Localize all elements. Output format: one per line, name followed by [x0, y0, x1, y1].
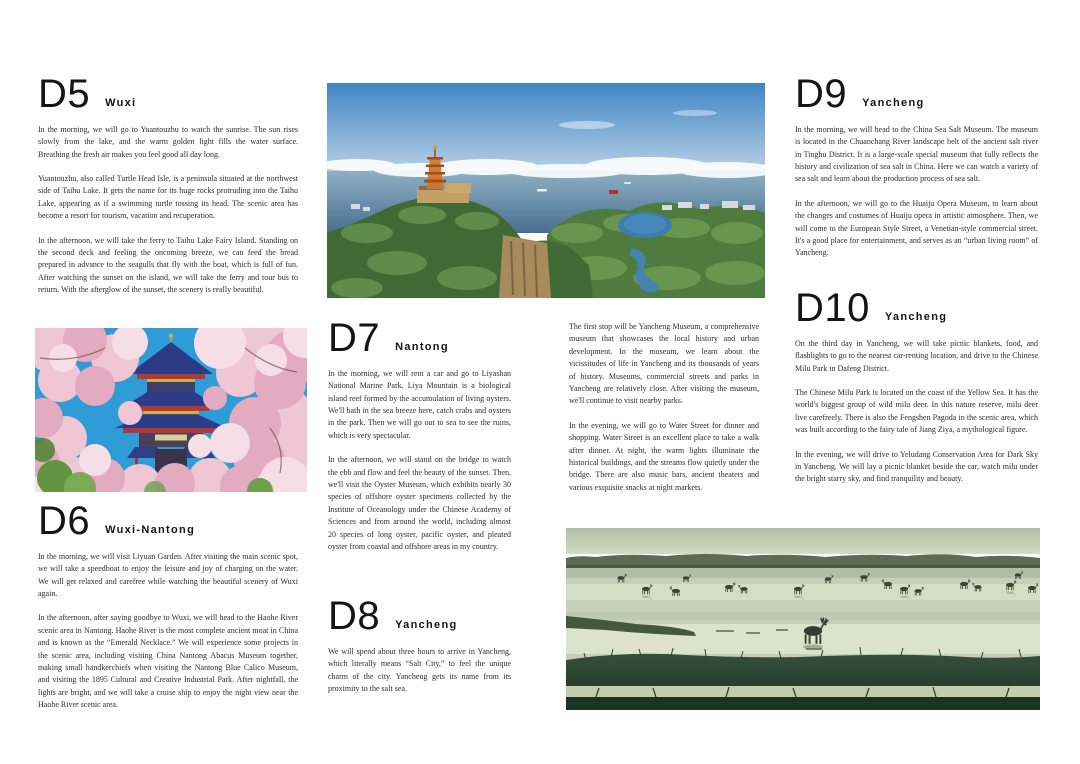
paragraph: The Chinese Milu Park is located on the coast of the Yellow Sea. It has the world's biggest group of wild milu deer. In this nature reserve, milu deer live carefreely. There is also the Fengshen Pagoda in the scenic area, which was built according to the fairy tale of Jiang Ziya, a mythological figure. — [795, 388, 1038, 435]
photo-yuantouzhu-aerial — [327, 83, 765, 298]
day-number: D8 — [328, 594, 381, 638]
day-section-d5 — [38, 72, 298, 297]
day-city: Nantong — [395, 340, 449, 353]
day-section-d7 — [328, 316, 511, 553]
day-city: Yancheng — [395, 618, 458, 631]
paragraph: In the morning, we will rent a car and go to Liyashan National Marine Park. Liya Mountain is a biological island reef formed by the accumulation of living oysters. We'll bath in the sea breeze here, catch crabs and oysters in the park. Then we will go out to sea to see the ruins, which is very spectacular. — [328, 368, 511, 440]
paragraph: In the evening, we will drive to Yeludang Conservation Area for Dark Sky in Yancheng. We will lay a picnic blanket beside the car, watch milu under the bright starry sky, and find tranquility and beauty. — [795, 449, 1038, 484]
day-number: D6 — [38, 499, 91, 543]
day-heading-d8 — [328, 594, 511, 638]
day-number: D10 — [795, 286, 870, 330]
paragraph: The first stop will be Yancheng Museum, a comprehensive museum that showcases the local history and urban development. In the museum, we learn about the vicissitudes of life in Yancheng and its thousands of years of history. Museums, commercial streets and parks in Yancheng are relatively close. After visiting the museum, we'll continue to visit nearby parks. — [569, 322, 759, 406]
paragraph: In the morning, we will visit Liyuan Garden. After visiting the main scenic spot, we will take a speedboat to enjoy the leisure and joy of charging on the water. We will get relaxed and carefree while watching the beautiful scenery of Wuxi again. — [38, 551, 298, 599]
paragraph: In the afternoon, after saying goodbye to Wuxi, we will head to the Haohe River scenic area in Nantong. Haohe River is the most complete ancient moat in China and is known as the “Emerald Necklace.” We will experience some projects in the scenic area, including visiting China Nantong Abacus Museum together, making small handkerchiefs when visiting the Nantong Blue Calico Museum, and visiting the 1895 Cultural and Creative Industrial Park. After nightfall, the lights are bright, and we will take a cruise ship to enjoy the night view near the Haohe River scenic area. — [38, 613, 298, 710]
day-number: D9 — [795, 72, 848, 116]
day-section-d8 — [328, 594, 511, 695]
day-heading-d5 — [38, 72, 298, 116]
day-heading-d9 — [795, 72, 1038, 116]
paragraph: In the morning, we will head to the China Sea Salt Museum. The museum is located in the Chuanchang River landscape belt of the ancient salt river in Tinghu District. It is a large-scale special museum that fully reflects the history and civilization of sea salt in China. Here we can watch a variety of sea salt and learn about the production process of sea salt. — [795, 124, 1038, 184]
day-number: D7 — [328, 316, 381, 360]
day-city: Yancheng — [884, 310, 948, 323]
day-city: Wuxi — [105, 96, 137, 109]
day-section-d8-continued — [569, 321, 759, 494]
day-number: D5 — [38, 72, 91, 116]
water-channel — [566, 686, 1040, 697]
paragraph: On the third day in Yancheng, we will take picnic blankets, food, and flashlights to go to the nearest car-renting location, and drive to the Chinese Milu Park in Dafeng District. — [795, 338, 1038, 373]
day-section-d6 — [38, 499, 298, 712]
paragraph: In the evening, we will go to Water Street for dinner and shopping. Water Street is an excellent place to take a walk after dinner. At night, the warm lights illuminate the historical buildings, and the streams flow quietly under the bridge. There are also music bars, ancient theaters and various exquisite snacks at night markets. — [569, 420, 759, 492]
day-city: Yancheng — [862, 96, 925, 109]
day-city: Wuxi-Nantong — [105, 523, 196, 536]
paragraph: We will spend about three hours to arrive in Yancheng, which literally means “Salt City,” to feel the unique charm of the city. Yancheng gets its name from its proximity to the salt sea. — [328, 646, 511, 694]
photo-liyuan-blossoms — [35, 328, 307, 492]
sky — [566, 528, 1040, 554]
day-section-d10 — [795, 286, 1038, 486]
red-structure — [609, 190, 618, 194]
day-section-d9 — [795, 72, 1038, 260]
paragraph: In the morning, we will go to Yuantouzhu to watch the sunrise. The sun rises slowly from the lake, and the warm golden light fills the water surface. Breathing the fresh air makes you feel good all day long. — [38, 124, 298, 159]
yuantouzhu-photo-graphic — [327, 83, 765, 298]
paragraph: In the afternoon, we will go to the Huaiju Opera Museum, to learn about the changes and costumes of Huaiju opera in artistic atmosphere. Then, we will come to the European Style Street, a Venetian-style commercial street. It's a good place for entertainment, and serves as an “urban living room” of Yancheng. — [795, 198, 1038, 258]
day-heading-d10 — [795, 286, 1038, 330]
milu-photo-graphic — [566, 528, 1040, 710]
day-heading-d6 — [38, 499, 298, 543]
paragraph: In the afternoon, we will take the ferry to Taihu Lake Fairy Island. Standing on the second deck and feeling the oncoming breeze, we can feed the bread prepared in advance to the seagulls that fly with the boat, which is full of fun. After watching the sunset on the island, we will take the ferry and tour bus to return. With the afterglow of the sunset, the scenery is really beautiful. — [38, 235, 298, 295]
photo-milu-wetland — [566, 528, 1040, 710]
liyuan-photo-graphic — [35, 328, 307, 492]
paragraph: Yuantouzhu, also called Turtle Head Isle, is a peninsula situated at the northwest side of Taihu Lake. It gets the name for its huge rocks protruding into the Taihu Lake, appearing as if a swimming turtle tossing its head. The scenic area has become a resort for tourism, vacation and recuperation. — [38, 174, 298, 221]
paragraph: In the afternoon, we will stand on the bridge to watch the ebb and flow and feel the beauty of the sunset. Then, we'll visit the Oyster Museum, which exhibits nearly 30 species of offshore oyster specimens collected by the Institute of Oceanology under the Chinese Academy of Sciences and from around the world, including almost 20 species of long oyster, pacific oyster, and pleated oyster from coastal and offshore areas in my country. — [328, 455, 511, 552]
day-heading-d7 — [328, 316, 511, 360]
